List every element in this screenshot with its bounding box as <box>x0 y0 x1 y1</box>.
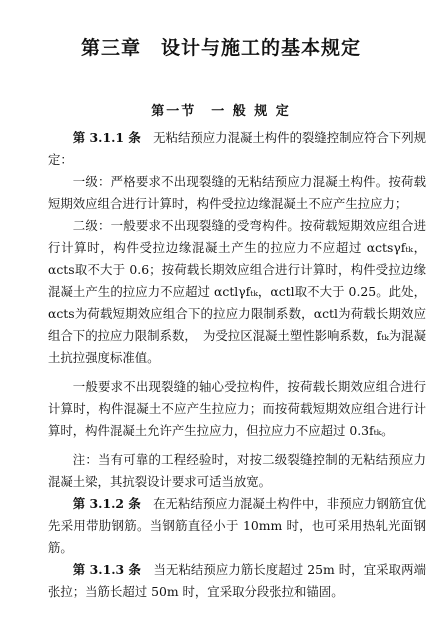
body-text <box>48 127 426 603</box>
article-3-1-1 <box>48 127 426 171</box>
article-number: 第 3.1.2 条 <box>72 496 141 511</box>
article-text: 在无粘结预应力混凝土构件中，非预应力钢筋宜优先采用带肋钢筋。当钢筋直径小于 10mm 时，也可采用热轧光面钢筋。 <box>48 496 426 555</box>
article-3-1-3 <box>48 559 426 603</box>
section-title: 第一节 一 般 规 定 <box>151 104 291 119</box>
spacer <box>48 442 426 449</box>
paragraph-note: 注：当有可靠的工程经验时，对按二级裂缝控制的无粘结预应力混凝土梁，其抗裂设计要求可适当放宽。 <box>48 452 426 489</box>
paragraph-level2: 二级：一般要求不出现裂缝的受弯构件。按荷载短期效应组合进行计算时，构件受拉边缘混凝土产生的拉应力不应超过 αctsγfₜₖ，αcts取不大于 0.6；按荷载长期效应组合进行计算时，构件受拉边缘混凝土产生的拉应力不应超过 αctlγfₜₖ，αctl取不大于 0.25。此处，αcts为荷载短期效应组合下的拉应力限制系数，αctl为荷载长期效应组合下的拉应力限制系数， 为受拉区混凝土塑性影响系数，fₜₖ为混凝土抗拉强度标准值。 <box>48 218 426 365</box>
paragraph-level1: 一级：严格要求不出现裂缝的无粘结预应力混凝土构件。按荷载短期效应组合进行计算时，构件受拉边缘混凝土不应产生拉应力； <box>48 174 426 211</box>
article-text: 无粘结预应力混凝土构件的裂缝控制应符合下列规定： <box>48 130 426 167</box>
spacer <box>48 369 426 376</box>
paragraph-axial: 一般要求不出现裂缝的轴心受拉构件，按荷载长期效应组合进行计算时，构件混凝土不应产生拉应力；而按荷载短期效应组合进行计算时，构件混凝土允许产生拉应力，但拉应力不应超过 0.3fₜₖ。 <box>48 379 426 438</box>
article-number: 第 3.1.3 条 <box>72 562 142 577</box>
article-text: 当无粘结预应力筋长度超过 25m 时，宜采取两端张拉；当筋长超过 50m 时，宜采取分段张拉和锚固。 <box>48 562 426 599</box>
chapter-title: 第三章 设计与施工的基本规定 <box>80 37 361 59</box>
article-number: 第 3.1.1 条 <box>72 130 141 145</box>
article-3-1-2 <box>48 493 426 559</box>
